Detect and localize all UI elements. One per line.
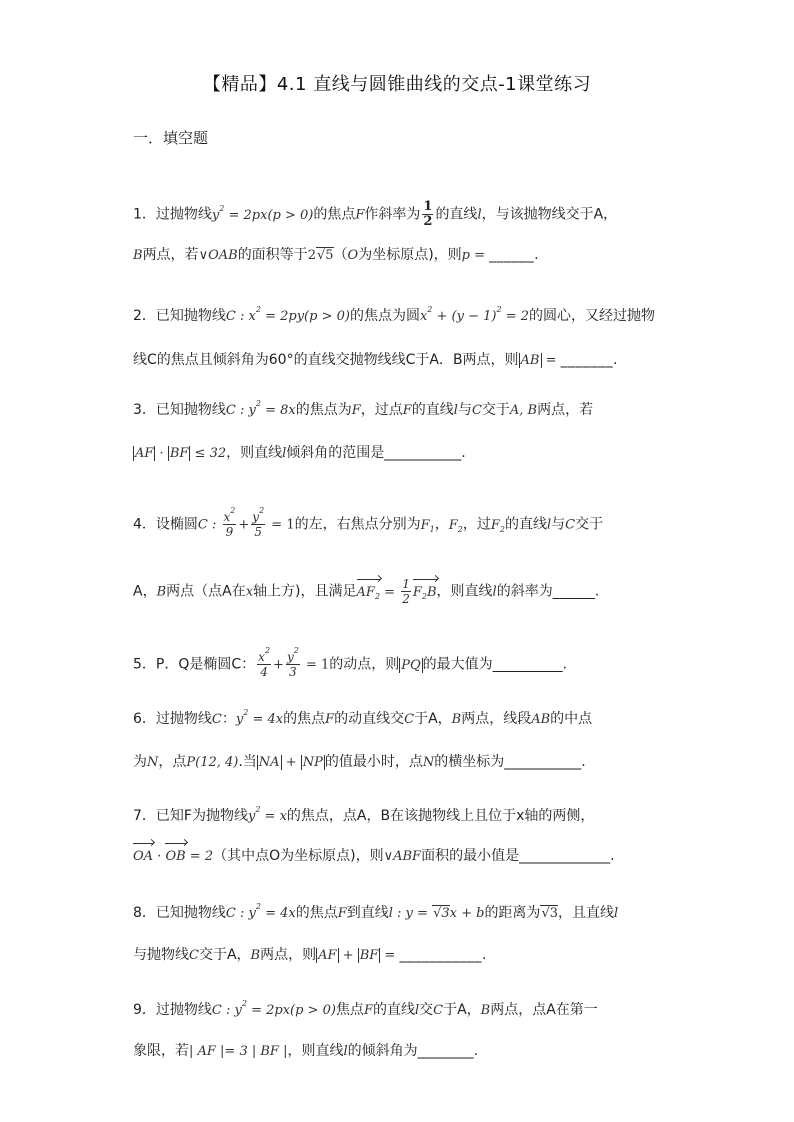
question-6-line-1: 6．过抛物线C：$y^2 = 4x$的焦点F的动直线交C于A，B两点，线段AB的中点	[133, 708, 593, 727]
formula: $y^2 = 2px(p > 0)$	[211, 203, 314, 223]
question-9-line-1: 9．过抛物线C : $y^2 = 2px(p > 0)$焦点F的直线l交C于A，B两点，点A在第一	[133, 999, 598, 1018]
question-6-line-2: 为N，点P(12, 4).当 NA + NP 的值最小时，点N的横坐标为___________.	[133, 754, 586, 770]
question-5-line-1: 5．P．Q是椭圆C： $\frac{x^2}{4}$ + $\frac{y^2}{3}$ = 1的动点，则 PQ 的最大值为__________.	[133, 646, 568, 679]
question-7-line-2: OA · OB = 2（其中点O为坐标原点)，则∨ABF面积的最小值是_____________.	[133, 846, 615, 867]
question-3-line-2: AF · BF ≤ 32，则直线l倾斜角的范围是___________.	[135, 445, 466, 461]
section-heading: 一．填空题	[133, 129, 209, 147]
question-4-line-1: 4．设椭圆C : $\frac{x^2}{9}$ + $\frac{y^2}{5}$ = 1的左，右焦点分别为$F_1$，$F_2$，过$F_2$的直线l与C交于	[133, 506, 604, 539]
document-title: 【精品】4.1 直线与圆锥曲线的交点-1课堂练习	[202, 74, 592, 95]
question-4-line-2: A，B两点（点A在x轴上方)，且满足$AF_2$ = $\frac{1}{2}$ $F_2B$，则直线l的斜率为______.	[133, 577, 600, 606]
question-2-line-1: 2．已知抛物线C : $x^2 = 2py(p > 0)$的焦点为圆$x^2 + (y - 1)^2 = 2$的圆心，又经过抛物	[133, 305, 655, 324]
question-9-line-2: 象限，若| AF |= 3 | BF |，则直线l的倾斜角为________.	[133, 1043, 479, 1059]
question-1-line-1: 1．过抛物线$y^2 = 2px(p > 0)$的焦点F作斜率为 $\frac{1}{2}$ 的直线l，与该抛物线交于A，	[133, 199, 618, 229]
question-3-line-1: 3．已知抛物线C : $y^2 = 8x$的焦点为F，过点F的直线l与C交于A, B两点，若	[133, 399, 594, 418]
fraction: $\frac{1}{2}$	[423, 199, 433, 229]
question-2-line-2: 线C的焦点且倾斜角为60°的直线交抛物线线C于A．B两点，则 AB = _______.	[133, 352, 619, 368]
question-1-line-2: B两点，若∨OAB的面积等于2√5（O为坐标原点)，则p = ______.	[133, 247, 540, 263]
question-7-line-1: 7．已知F为抛物线$y^2 = x$的焦点，点A，B在该抛物线上且位于x轴的两侧，	[133, 805, 595, 824]
question-8-line-2: 与抛物线C交于A，B两点，则 AF + BF = ___________.	[133, 947, 487, 963]
question-8-line-1: 8．已知抛物线C : $y^2 = 4x$的焦点F到直线l : y = √3x + b的距离为√3，且直线l	[133, 902, 619, 921]
